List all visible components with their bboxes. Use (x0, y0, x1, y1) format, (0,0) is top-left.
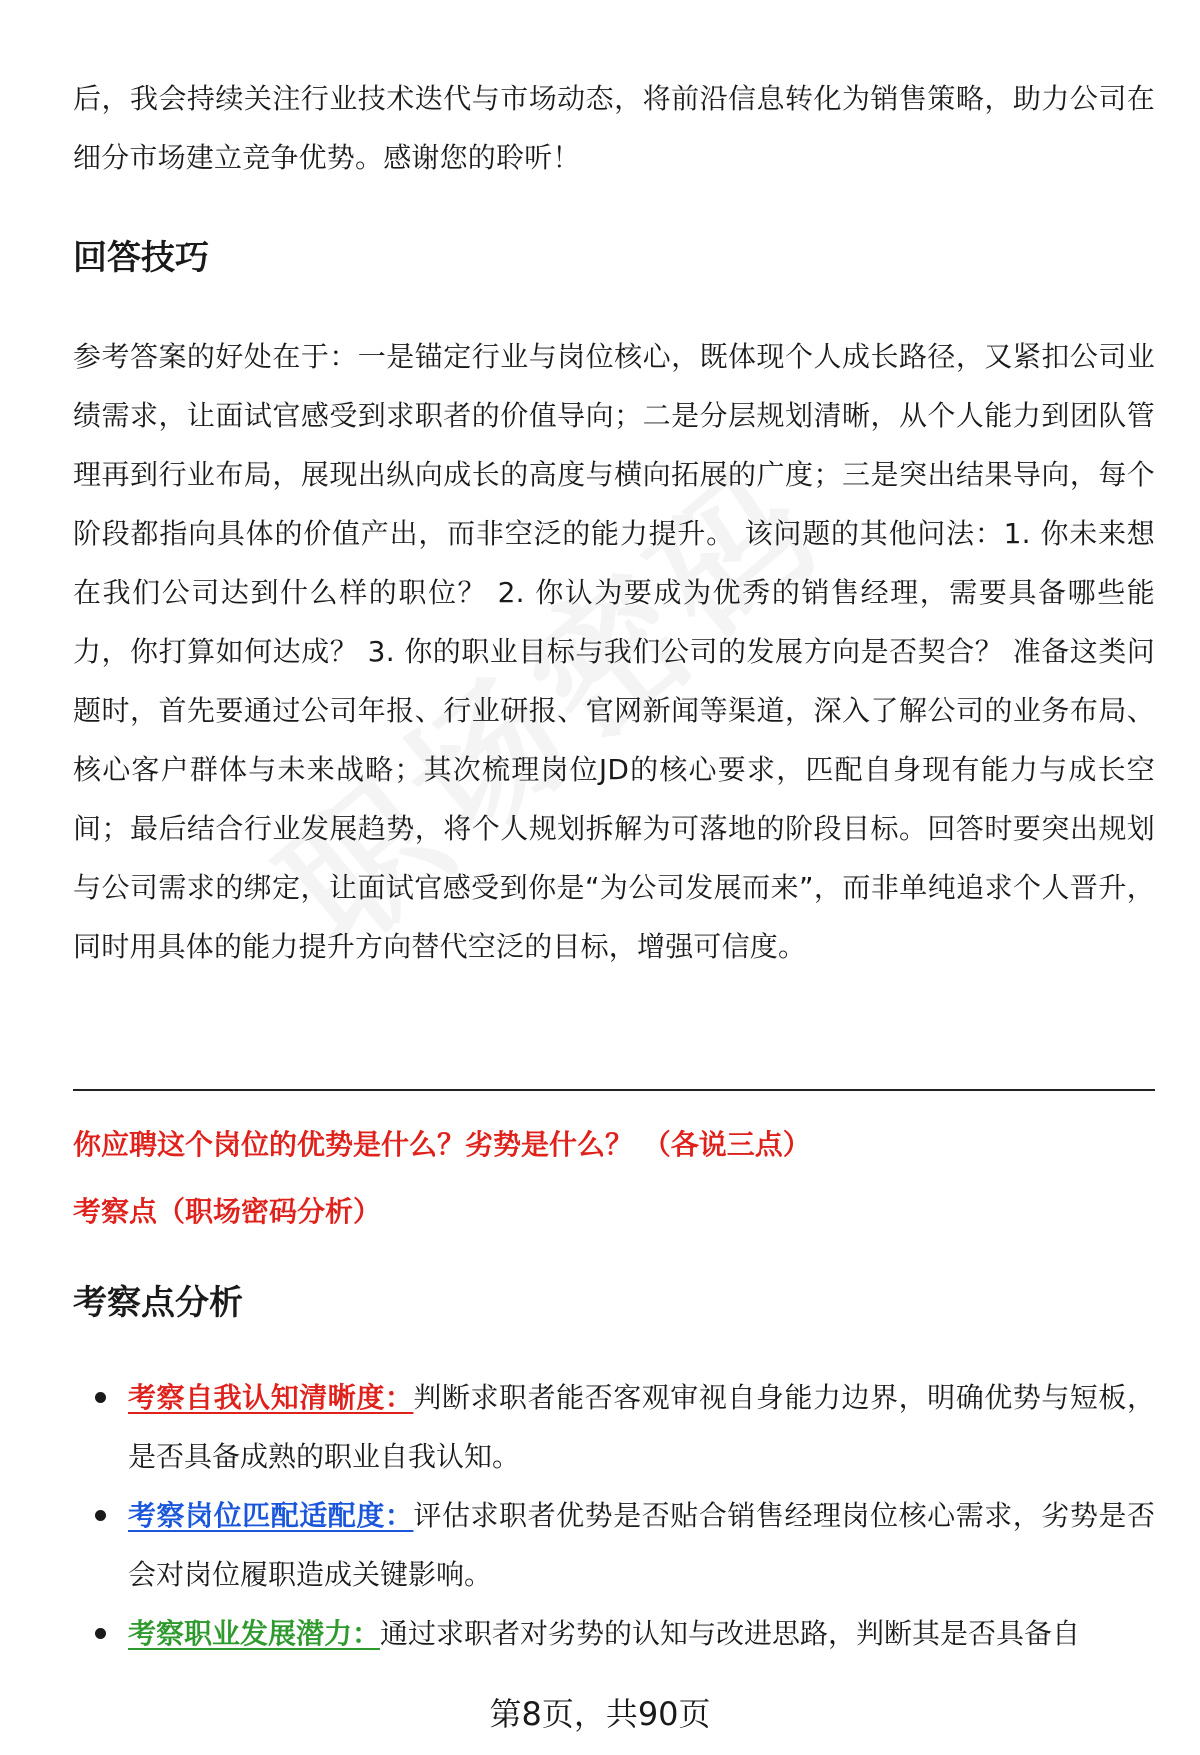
point-text: 通过求职者对劣势的认知与改进思路，判断其是否具备自 (380, 1617, 1081, 1650)
analysis-point-job-fit (73, 1486, 1155, 1604)
intro-paragraph: 后，我会持续关注行业技术迭代与市场动态，将前沿信息转化为销售策略，助力公司在细分市场建立竞争优势。感谢您的聆听！ (73, 82, 1155, 174)
analysis-point-career-potential (73, 1604, 1155, 1663)
analysis-point-self-awareness (73, 1368, 1155, 1486)
point-keyword: 考察职业发展潜力： (128, 1617, 381, 1650)
analysis-point-list (73, 1368, 1155, 1663)
point-keyword: 考察岗位匹配适配度： (128, 1499, 414, 1532)
bullet-icon (95, 1510, 106, 1521)
bullet-icon (95, 1628, 106, 1639)
question-title: 你应聘这个岗位的优势是什么？劣势是什么？ （各说三点） (73, 1128, 811, 1161)
answer-tips-heading: 回答技巧 (73, 238, 209, 278)
analysis-heading: 考察点分析 (73, 1283, 243, 1323)
section-divider (73, 1089, 1155, 1091)
point-text: 评估求职者优势是否贴合销售经理岗位核心需求，劣势是否会对岗位履职造成关键影响。 (128, 1499, 1155, 1591)
answer-tips-paragraph: 参考答案的好处在于：一是锚定行业与岗位核心，既体现个人成长路径，又紧扣公司业绩需求，让面试官感受到求职者的价值导向；二是分层规划清晰，从个人能力到团队管理再到行业布局，展现出纵向成长的高度与横向拓展的广度；三是突出结果导向，每个阶段都指向具体的价值产出，而非空泛的能力提升。 该问题的其他问法：1. 你未来想在我们公司达到什么样的职位？ 2. 你认为要成为优秀的销售经理，需要具备哪些能力，你打算如何达成？ 3. 你的职业目标与我们公司的发展方向是否契合？ 准备这类问题时，首先要通过公司年报、行业研报、官网新闻等渠道，深入了解公司的业务布局、核心客户群体与未来战略；其次梳理岗位JD的核心要求，匹配自身现有能力与成长空间；最后结合行业发展趋势，将个人规划拆解为可落地的阶段目标。回答时要突出规划与公司需求的绑定，让面试官感受到你是“为公司发展而来”，而非单纯追求个人晋升，同时用具体的能力提升方向替代空泛的目标，增强可信度。 (73, 340, 1155, 963)
point-text: 判断求职者能否客观审视自身能力边界，明确优势与短板，是否具备成熟的职业自我认知。 (128, 1381, 1155, 1473)
point-keyword: 考察自我认知清晰度： (128, 1381, 414, 1414)
page-number: 第8页，共90页 (489, 1695, 711, 1733)
question-subtitle: 考察点（职场密码分析） (73, 1195, 382, 1228)
bullet-icon (95, 1392, 106, 1403)
